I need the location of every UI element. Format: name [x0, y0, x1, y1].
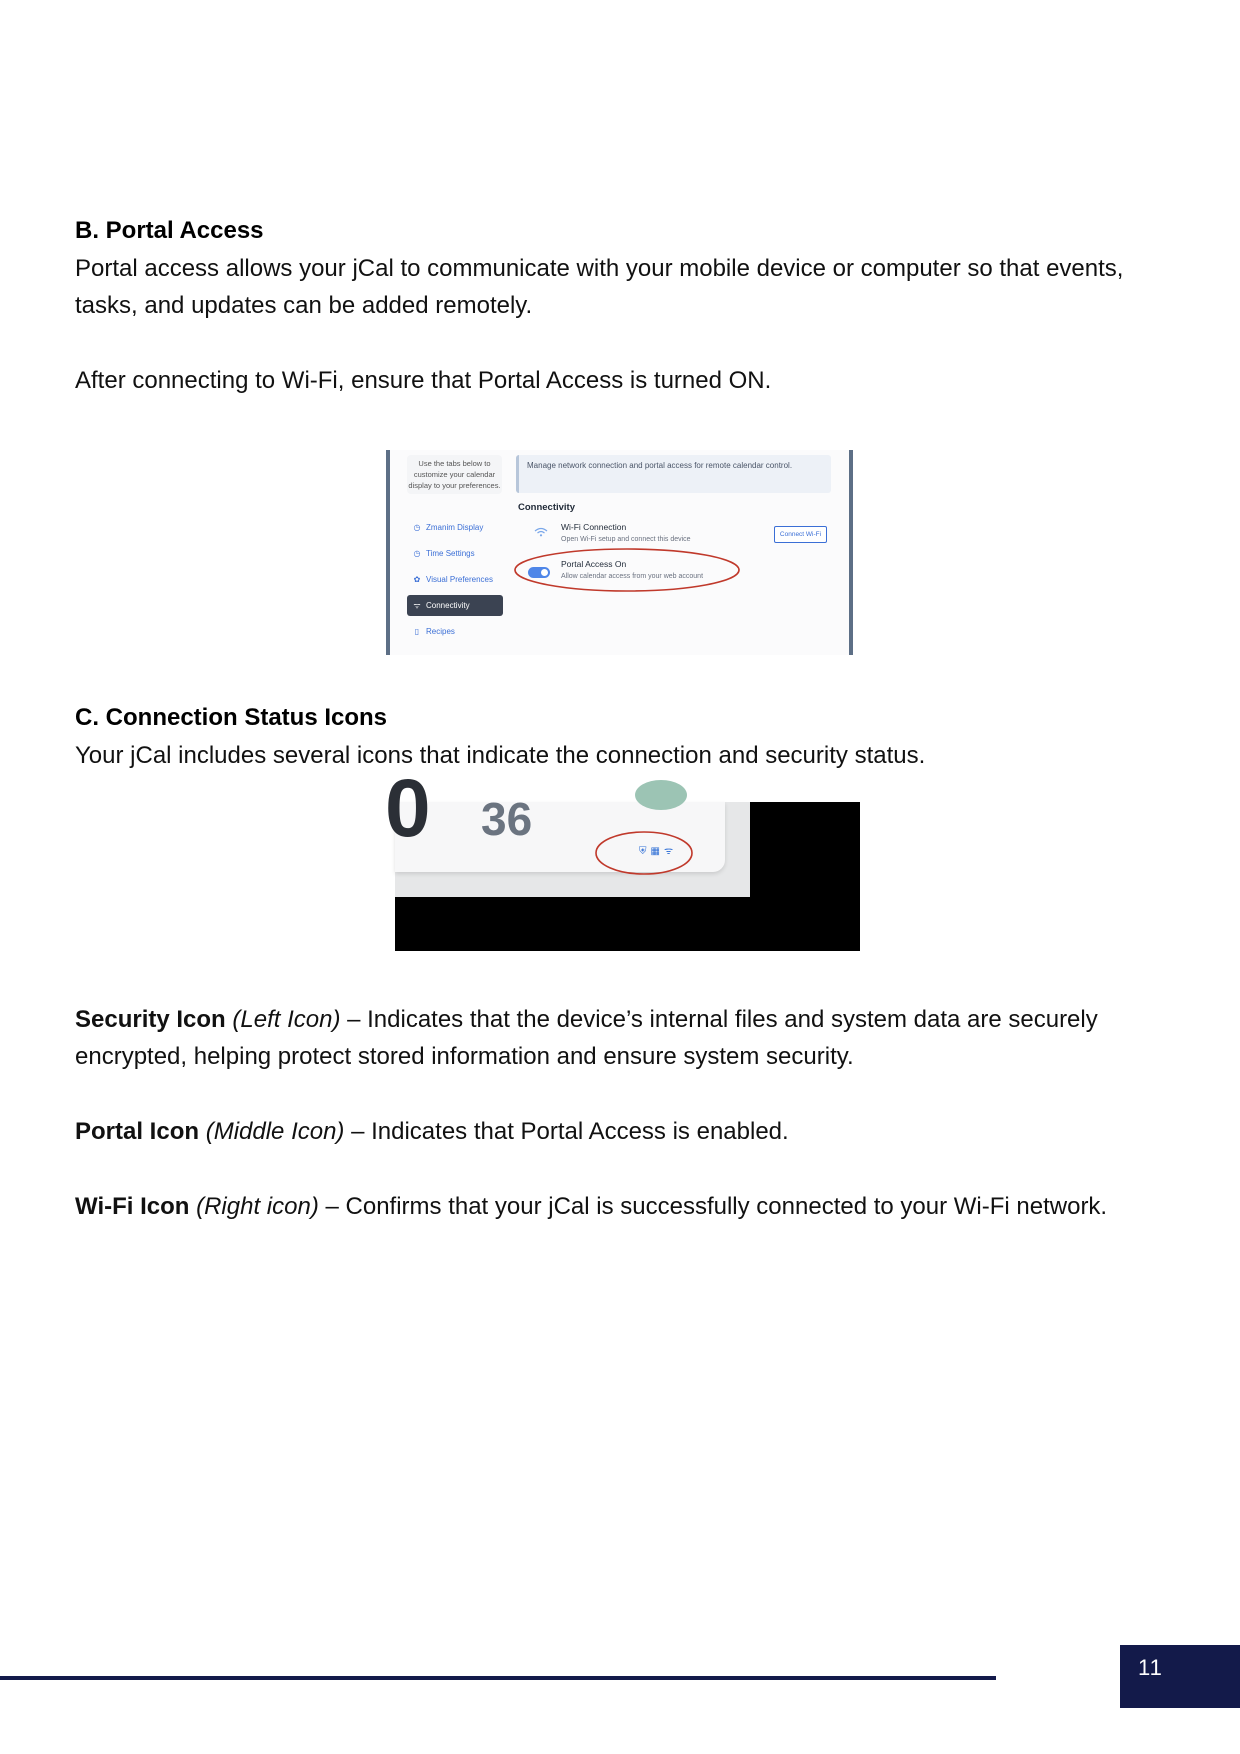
footer-rule [0, 1676, 996, 1680]
security-icon-label: Security Icon [75, 1006, 226, 1033]
clock-digit: 0 [385, 763, 431, 854]
wifi-icon-description [75, 1188, 1185, 1225]
security-icon-description [75, 1001, 1165, 1075]
clock-minutes: 36 [481, 793, 533, 845]
wifi-icon-position: (Right icon) [196, 1193, 319, 1220]
wifi-icon [534, 527, 548, 537]
sidebar-item-connectivity[interactable] [407, 595, 503, 616]
screenshot-right-edge [849, 450, 853, 655]
sidebar-item-zmanim-display[interactable] [407, 517, 503, 537]
wifi-icon: ᯤ [413, 601, 421, 610]
security-icon-text: – Indicates that the device’s internal files and system data are securely encrypted, helping protect stored information and ensure system security. [75, 1006, 1098, 1070]
wifi-icon-label: Wi-Fi Icon [75, 1193, 190, 1220]
portal-access-subtitle: Allow calendar access from your web account [561, 573, 704, 580]
portal-icon-label: Portal Icon [75, 1118, 200, 1145]
weather-badge [635, 780, 687, 810]
highlight-ellipse [512, 546, 742, 594]
section-b-instruction: After connecting to Wi-Fi, ensure that Portal Access is turned ON. [75, 367, 772, 394]
connectivity-section-title: Connectivity [518, 502, 576, 513]
settings-screenshot [386, 450, 853, 655]
status-icons-screenshot [385, 763, 860, 951]
portal-icon-position: (Middle Icon) [205, 1118, 345, 1145]
highlight-ellipse [593, 829, 695, 877]
palette-icon: ✿ [413, 574, 421, 584]
wifi-connection-subtitle: Open Wi-Fi setup and connect this device [561, 536, 691, 543]
sidebar-item-time-settings[interactable] [407, 543, 503, 563]
screenshot-left-edge [386, 450, 390, 655]
sidebar-item-label: Visual Preferences [426, 574, 493, 584]
sidebar-item-visual-preferences[interactable] [407, 569, 503, 589]
section-c-heading: C. Connection Status Icons [75, 704, 388, 731]
security-icon-position: (Left Icon) [232, 1006, 341, 1033]
wifi-icon-text: – Confirms that your jCal is successfully connected to your Wi-Fi network. [318, 1193, 1108, 1220]
description-box: Manage network connection and portal access for remote calendar control. [516, 455, 831, 493]
portal-access-title: Portal Access On [561, 559, 627, 569]
sidebar-item-label: Time Settings [426, 548, 475, 558]
sidebar-item-recipes[interactable] [407, 621, 503, 641]
portal-icon-description [75, 1113, 1165, 1150]
security-icon: ⛨ [639, 846, 647, 857]
sidebar-info: Use the tabs below to customize your calendar display to your preferences. [407, 455, 502, 494]
page-number: 11 [1138, 1655, 1163, 1680]
sidebar-item-label: Recipes [426, 626, 455, 636]
clock-icon: ◷ [413, 548, 421, 558]
portal-icon-text: – Indicates that Portal Access is enabled. [344, 1118, 789, 1145]
sidebar-item-label: Zmanim Display [426, 522, 484, 532]
wifi-icon: ᯤ [663, 846, 674, 857]
book-icon: ▯ [414, 626, 420, 636]
clock-icon: ◷ [413, 522, 421, 532]
sidebar-item-label: Connectivity [426, 601, 470, 610]
section-b-heading: B. Portal Access [75, 217, 264, 244]
portal-icon: ▦ [650, 846, 660, 857]
connect-wifi-button[interactable]: Connect Wi-Fi [774, 526, 827, 543]
section-c-paragraph: Your jCal includes several icons that indicate the connection and security status. [75, 742, 926, 769]
wifi-connection-title: Wi-Fi Connection [561, 522, 627, 532]
section-b-paragraph: Portal access allows your jCal to communicate with your mobile device or computer so that events, tasks, and updates can be added remotely. [75, 255, 1124, 319]
